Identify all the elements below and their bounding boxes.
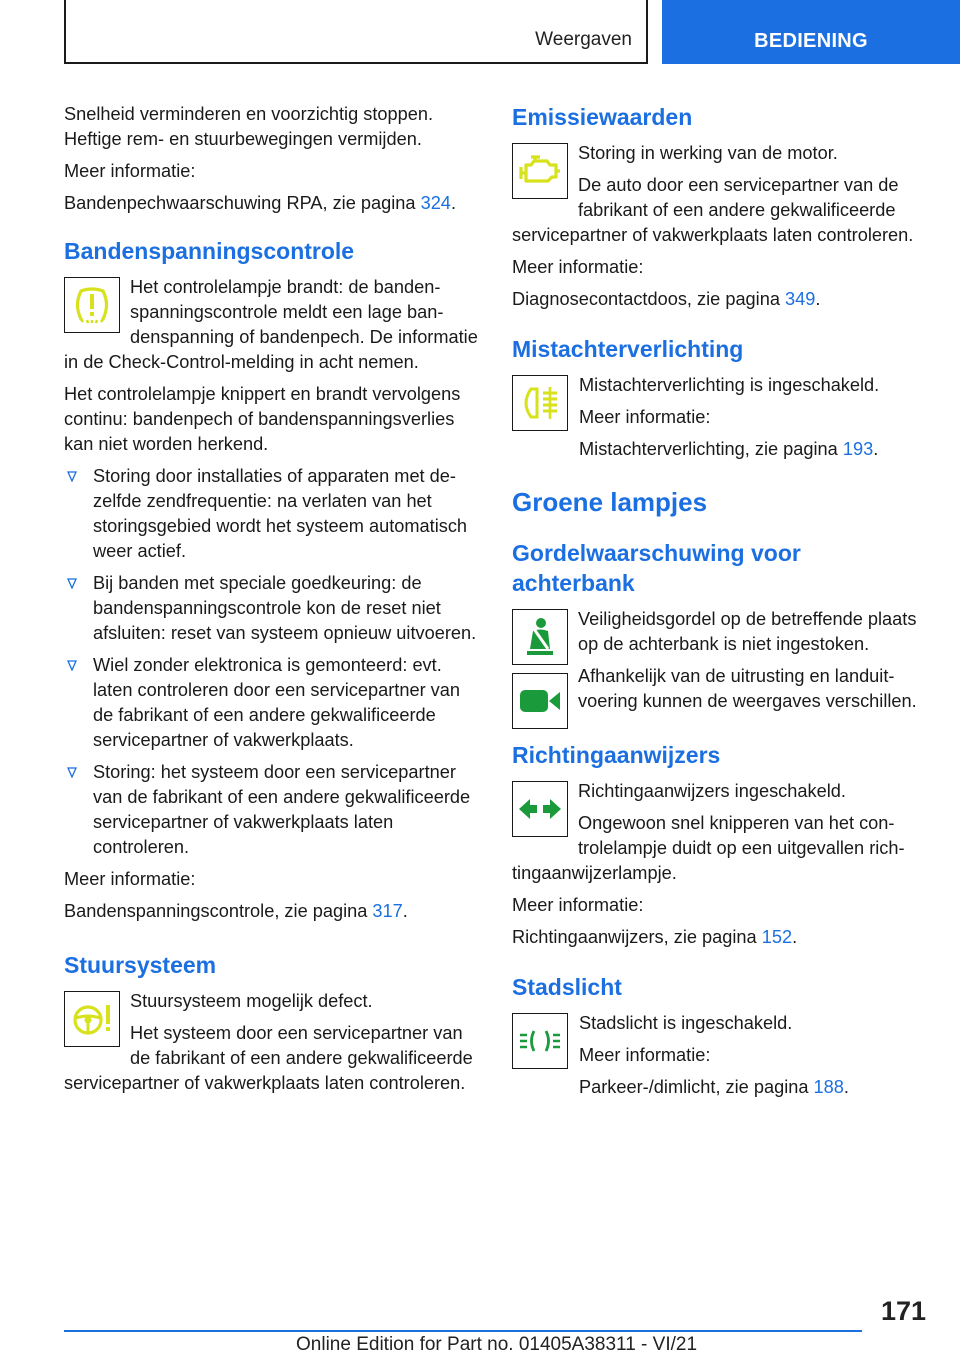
tpms-heading: Bandenspanningscontrole <box>64 238 355 264</box>
belt-section <box>512 538 926 714</box>
header-chapter-title: BEDIENING <box>754 30 868 52</box>
header-section-box <box>64 0 648 64</box>
triangle-bullet-icon <box>67 578 77 589</box>
parking-heading: Stadslicht <box>512 974 622 1000</box>
steering-heading: Stuursysteem <box>64 952 217 978</box>
page-link-324[interactable]: 324 <box>420 193 451 213</box>
tpms-more-label: Meer informatie: <box>64 869 196 889</box>
parking-more-label: Meer informatie: <box>579 1045 711 1065</box>
triangle-bullet-icon <box>67 471 77 482</box>
triangle-bullet-icon <box>67 767 77 778</box>
page-link-193[interactable]: 193 <box>842 439 874 459</box>
intro-reference: Bandenpechwaarschuwing RPA, zie pagina 324. <box>64 193 456 213</box>
steering-text-2: Het systeem door een servicepartner van de fabrikant of een andere gekwalificeerde servicepartner of vakwerkplaats laten controleren. <box>64 1023 473 1093</box>
tpms-text-2: Het controlelampje knippert en brandt vervolgens continu: bandenpech of bandenspanningsverlies kan niet worden herkend. <box>64 384 461 454</box>
intro-text: Snelheid verminderen en voorzichtig stoppen. Heftige rem- en stuurbewegingen vermijden. <box>64 104 434 149</box>
right-column <box>512 102 926 1107</box>
steering-text-1: Stuursysteem mogelijk defect. <box>130 991 373 1011</box>
fog-reference: Mistachterverlichting, zie pagina 193. <box>579 439 879 459</box>
emission-text-1: Storing in werking van de motor. <box>578 143 838 163</box>
turn-text-2: Ongewoon snel knipperen van het controlelampje duidt op een uitgevallen richtingaanwijzerlampje. <box>512 813 905 883</box>
list-item: Bij banden met speciale goedkeuring: de bandenspanningscontrole kon de reset niet afsluiten: reset van systeem opnieuw uitvoeren. <box>64 571 478 646</box>
page-number: 171 <box>880 1296 926 1326</box>
list-item: Storing: het systeem door een servicepartner van de fabrikant of een andere gekwalificeerde servicepartner of vakwerkplaats laten controleren. <box>64 760 478 860</box>
seatbelt-variant-icon <box>512 673 568 729</box>
turn-more-label: Meer informatie: <box>512 895 644 915</box>
fog-more-label: Meer informatie: <box>579 407 711 427</box>
emission-more-label: Meer informatie: <box>512 257 644 277</box>
header-chapter-tab <box>662 0 960 64</box>
triangle-bullet-icon <box>67 660 77 671</box>
steering-warning-icon <box>64 991 120 1047</box>
rear-fog-light-icon <box>512 375 568 431</box>
turn-heading: Richtingaanwijzers <box>512 742 721 768</box>
rear-seatbelt-icon <box>512 609 568 665</box>
turn-reference: Richtingaanwijzers, zie pagina 152. <box>512 927 798 947</box>
fog-text-1: Mistachterverlichting is ingeschakeld. <box>579 375 880 395</box>
belt-text-2: Afhankelijk van de uitrusting en landuitvoering kunnen de weergaves verschillen. <box>578 666 917 711</box>
page-link-152[interactable]: 152 <box>761 927 793 947</box>
tpms-reference: Bandenspanningscontrole, zie pagina 317. <box>64 901 408 921</box>
page-link-188[interactable]: 188 <box>813 1077 844 1097</box>
header-section-title: Weergaven <box>535 29 632 50</box>
parking-light-icon <box>512 1013 568 1069</box>
emission-section <box>512 102 926 312</box>
tpms-text-1: Het controlelampje brandt: de bandenspanningscontrole meldt een lage bandenspanning of bandenpech. De informatie in de Check-Control-melding in acht nemen. <box>64 277 478 372</box>
tpms-warning-icon <box>64 277 120 333</box>
list-item: Wiel zonder elektronica is gemonteerd: evt. laten controleren door een servicepartner van de fabrikant of een andere gekwalificeerde servicepartner of vakwerkplaats. <box>64 653 478 753</box>
left-column <box>64 102 478 1103</box>
engine-check-icon <box>512 143 568 199</box>
emission-heading: Emissiewaarden <box>512 104 693 130</box>
belt-text-1: Veiligheidsgordel op de betreffende plaats op de achterbank is niet ingestoken. <box>578 609 917 654</box>
parking-reference: Parkeer-/dimlicht, zie pagina 188. <box>579 1077 849 1097</box>
steering-section <box>64 950 478 1096</box>
parking-section <box>512 972 926 1100</box>
tpms-bullet-list <box>64 464 478 860</box>
footer-divider <box>64 1330 862 1332</box>
emission-reference: Diagnosecontactdoos, zie pagina 349. <box>512 289 821 309</box>
list-item: Storing door installaties of apparaten met dezelfde zendfrequentie: na verlaten van het storingsgebied wordt het systeem automatisch weer actief. <box>64 464 478 564</box>
turn-text-1: Richtingaanwijzers ingeschakeld. <box>578 781 846 801</box>
intro-more-label: Meer informatie: <box>64 161 196 181</box>
page-link-349[interactable]: 349 <box>785 289 816 309</box>
parking-text-1: Stadslicht is ingeschakeld. <box>579 1013 793 1033</box>
turn-section <box>512 740 926 950</box>
turn-signal-icon <box>512 781 568 837</box>
emission-text-2: De auto door een servicepartner van de fabrikant of een andere gekwalificeerde servicepartner of vakwerkplaats laten controleren. <box>512 175 914 245</box>
green-lamps-heading: Groene lampjes <box>512 487 708 517</box>
belt-heading: Gordelwaarschuwing voor achterbank <box>512 540 801 596</box>
tpms-section <box>64 236 478 924</box>
page-link-317[interactable]: 317 <box>372 901 403 921</box>
fog-heading: Mistachterverlichting <box>512 336 744 362</box>
footer-edition: Online Edition for Part no. 01405A38311 - VI/21 <box>296 1334 698 1355</box>
fog-section <box>512 334 926 462</box>
